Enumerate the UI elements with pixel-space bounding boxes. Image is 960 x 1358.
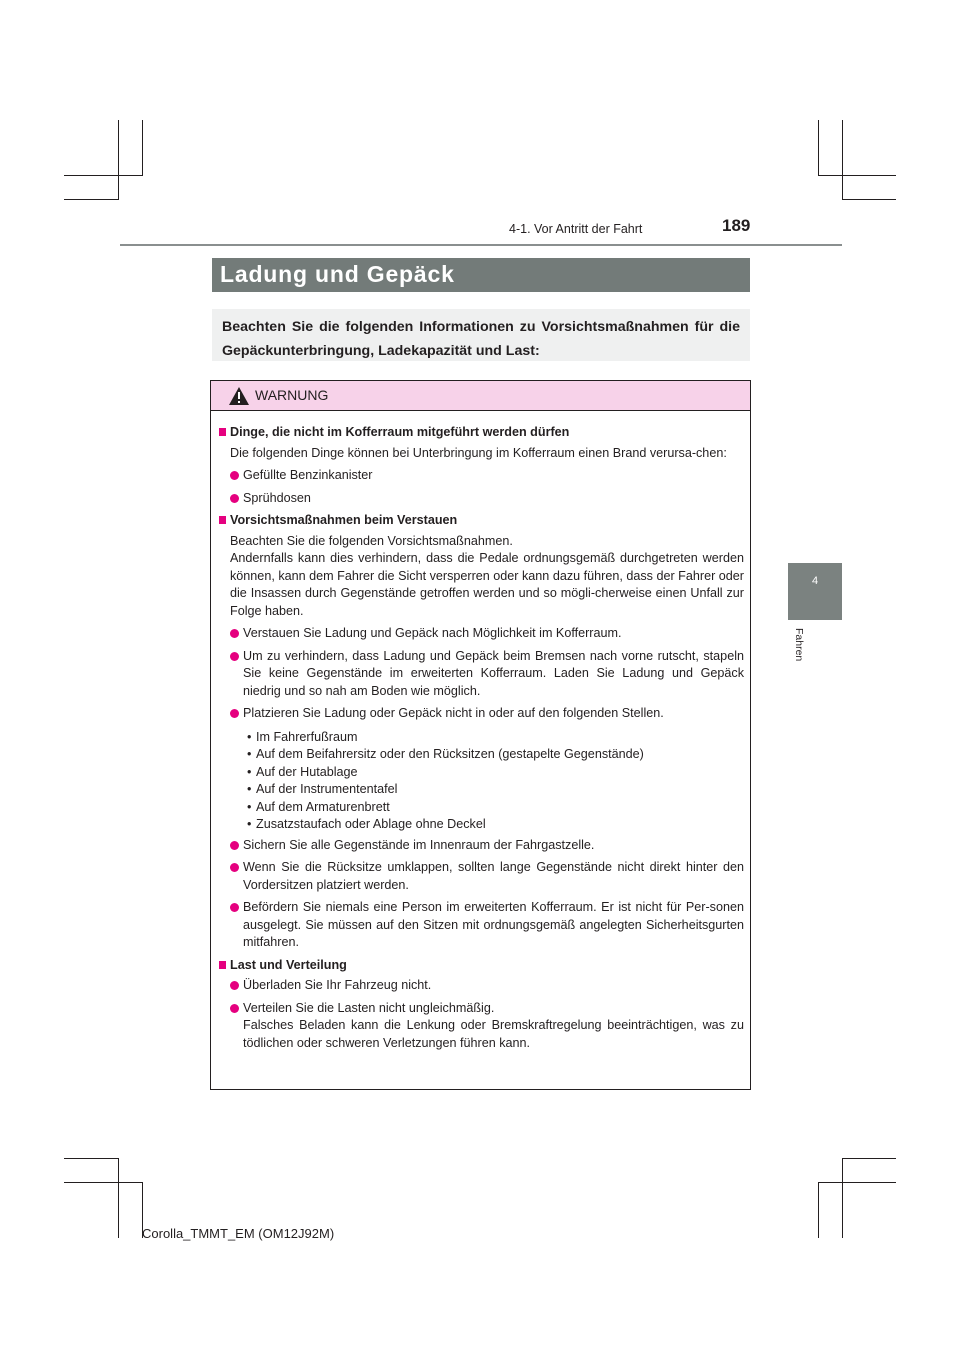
warning-triangle-icon (228, 386, 250, 406)
page-title: Ladung und Gepäck (220, 261, 455, 287)
square-bullet-icon (219, 428, 226, 436)
crop-mark (142, 120, 143, 176)
intro-box (212, 309, 750, 361)
warning-heading: Dinge, die nicht im Kofferraum mitgeführt werden dürfen (219, 424, 744, 442)
crop-mark (842, 199, 896, 200)
warning-body (211, 411, 750, 1052)
sub-list (219, 729, 744, 834)
header-divider (120, 244, 842, 246)
section-title: 4-1. Vor Antritt der Fahrt (509, 222, 643, 236)
crop-mark (818, 1182, 896, 1183)
crop-mark (64, 1158, 119, 1159)
sub-list-item: • Auf der Hutablage (247, 764, 358, 779)
crop-mark (118, 1158, 119, 1238)
list-item: Befördern Sie niemals eine Person im erweiterten Kofferraum. Er ist nicht für Per-sonen ausgelegt. Sie müssen auf den Sitzen mit ordnungsgemäß angelegten Sicherheitsgurten mitfahren. (219, 899, 744, 952)
chapter-tab[interactable] (788, 563, 842, 620)
crop-mark (842, 1158, 843, 1238)
crop-mark (842, 120, 843, 200)
dot-bullet-icon (230, 652, 239, 661)
sub-list-item: • Im Fahrerfußraum (247, 729, 358, 744)
sub-list-item: • Auf dem Armaturenbrett (247, 799, 390, 814)
crop-mark (64, 199, 119, 200)
document-code: Corolla_TMMT_EM (OM12J92M) (142, 1226, 335, 1241)
chapter-number: 4 (811, 575, 819, 587)
list-item: Platzieren Sie Ladung oder Gepäck nicht in oder auf den folgenden Stellen. (219, 705, 744, 723)
page-number: 189 (722, 216, 751, 235)
crop-mark (818, 1182, 819, 1238)
dot-bullet-icon (230, 709, 239, 718)
crop-mark (818, 120, 819, 176)
dot-bullet-icon (230, 629, 239, 638)
dot-bullet-icon (230, 471, 239, 480)
crop-mark (64, 1182, 142, 1183)
sub-list-item: • Auf dem Beifahrersitz oder den Rücksitzen (gestapelte Gegenstände) (247, 747, 644, 761)
chapter-label: Fahren (793, 628, 805, 662)
dot-bullet-icon (230, 494, 239, 503)
list-item: Sprühdosen (219, 490, 744, 508)
dot-bullet-icon (230, 1004, 239, 1013)
list-item: Verteilen Sie die Lasten nicht ungleichmäßig. Falsches Beladen kann die Lenkung oder Bremskraftregelung beeinträchtigen, was zu tödlichen oder schweren Verletzungen führen kann. (219, 1000, 744, 1053)
list-item: Überladen Sie Ihr Fahrzeug nicht. (219, 977, 744, 995)
sub-list-item: • Auf der Instrumententafel (247, 782, 398, 796)
crop-mark (118, 120, 119, 200)
warning-header (211, 381, 750, 411)
list-item: Verstauen Sie Ladung und Gepäck nach Möglichkeit im Kofferraum. (219, 625, 744, 643)
crop-mark (64, 175, 142, 176)
list-item: Um zu verhindern, dass Ladung und Gepäck beim Bremsen nach vorne rutscht, stapeln Sie keine Gegenstände im erweiterten Kofferraum. Laden Sie Ladung und Gepäck niedrig und so nah am Boden wie möglich. (219, 648, 744, 701)
warning-heading: Last und Verteilung (219, 957, 744, 975)
paragraph: Die folgenden Dinge können bei Unterbringung im Kofferraum einen Brand verursa-chen: (230, 445, 727, 460)
warning-box (210, 380, 751, 1090)
sub-list-item: • Zusatzstaufach oder Ablage ohne Deckel (247, 817, 486, 831)
dot-bullet-icon (230, 863, 239, 872)
square-bullet-icon (219, 516, 226, 524)
crop-mark (842, 1158, 896, 1159)
warning-heading: Vorsichtsmaßnahmen beim Verstauen (219, 512, 744, 530)
list-item: Sichern Sie alle Gegenstände im Innenraum der Fahrgastzelle. (219, 837, 744, 855)
crop-mark (818, 175, 896, 176)
page-title-bar (212, 258, 750, 292)
dot-bullet-icon (230, 981, 239, 990)
intro-text: Beachten Sie die folgenden Informationen zu Vorsichtsmaßnahmen für die Gepäckunterbringung, Ladekapazität und Last: (222, 319, 740, 359)
warning-label: WARNUNG (255, 387, 329, 403)
paragraph: Beachten Sie die folgenden Vorsichtsmaßnahmen. Andernfalls kann dies verhindern, dass die Pedale ordnungsgemäß durchgetreten werden können, kann dem Fahrer die Sicht versperren oder kann dazu führen, dass der Fahrer oder die Insassen durch Gegenstände getroffen werden und so mögli-cherweise einen Unfall zur Folge haben. (230, 533, 744, 618)
list-item: Gefüllte Benzinkanister (219, 467, 744, 485)
square-bullet-icon (219, 961, 226, 969)
list-item: Wenn Sie die Rücksitze umklappen, sollten lange Gegenstände nicht direkt hinter den Vordersitzen platziert werden. (219, 859, 744, 894)
dot-bullet-icon (230, 903, 239, 912)
dot-bullet-icon (230, 841, 239, 850)
